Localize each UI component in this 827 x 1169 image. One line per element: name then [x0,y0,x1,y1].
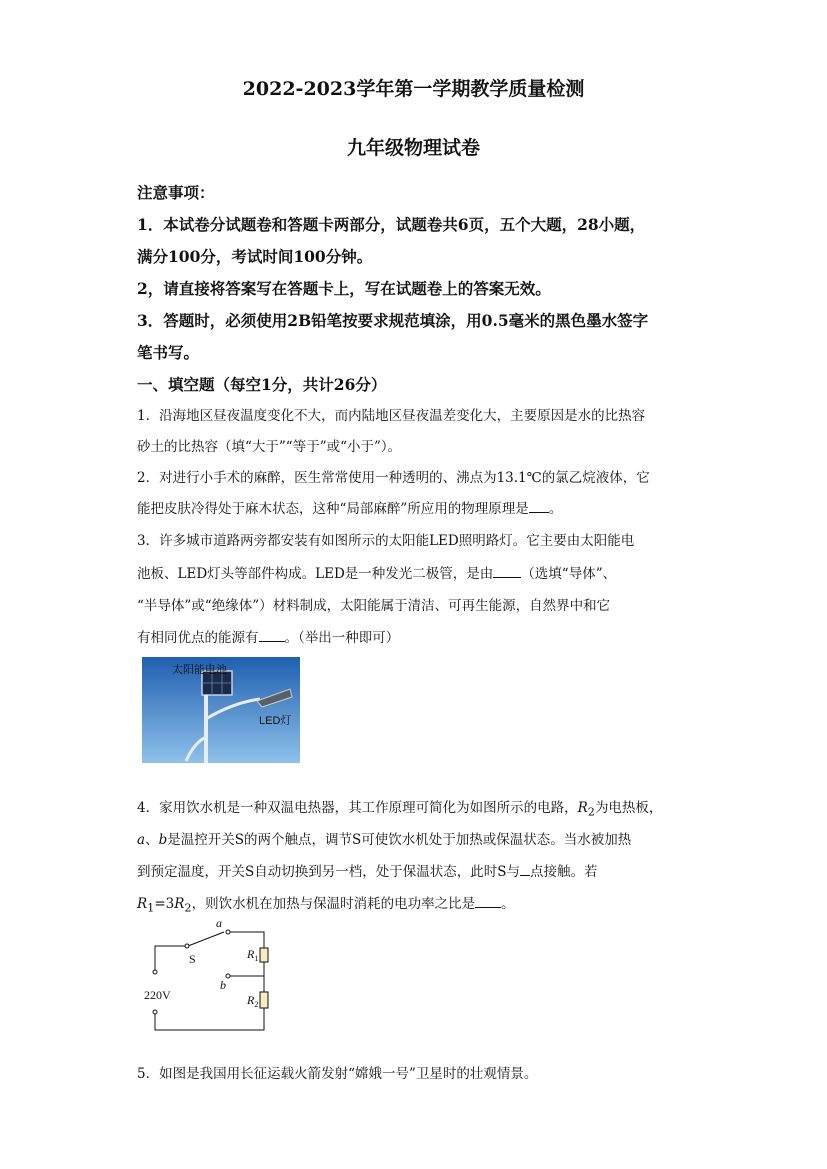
exam-subtitle: 九年级物理试卷 [346,137,480,159]
question-4-line-3 [137,860,598,880]
answer-blank [475,895,501,908]
circuit-label-voltage: 220V [144,988,171,1002]
circuit-label-b: b [220,978,226,992]
section-1-heading: 一、填空题（每空1分，共计26分） [137,375,387,394]
question-2-line-2 [137,497,562,517]
question-3-line-1: 3．许多城市道路两旁都安装有如图所示的太阳能LED照明路灯。它主要由太阳能电 [137,533,635,549]
photo-label-led-lamp: LED灯 [259,715,292,727]
question-4-end: 。 [501,896,515,912]
question-3-text: 有相同优点的能源有 [137,630,259,646]
question-3-line-4 [137,626,399,646]
answer-blank [259,629,285,642]
question-4-text: 4．家用饮水机是一种双温电热器，其工作原理可简化为如图所示的电路， [137,800,578,816]
resistor-symbol-r: R [577,800,588,816]
notice-item-1-line-2: 满分100分，考试时间100分钟。 [137,247,373,266]
question-4-text-cont: 点接触。若 [530,864,598,880]
subscript: 1 [147,901,155,915]
question-4-line-4 [137,892,515,915]
question-1-line-1: 1．沿海地区昼夜温度变化不大，而内陆地区昼夜温差变化大，主要原因是水的比热容 [137,408,646,424]
subscript: 2 [587,805,595,819]
question-4-line-2 [137,828,631,848]
question-4-text-cont: 为电热板， [594,800,663,816]
circuit-label-r1: $R_1$ [247,947,259,963]
question-4-line-1 [137,796,662,819]
answer-blank [493,565,521,578]
circuit-label-r2: $R_2$ [247,993,259,1009]
answer-blank [529,500,549,513]
subscript: 2 [184,901,192,915]
question-2-end: 。 [548,501,563,517]
contact-b: b [158,832,168,848]
resistor-r1-symbol [260,948,268,962]
separator: 、 [145,832,159,848]
photo-label-solar-panel: 太阳能电池 [172,664,227,676]
question-3-line-3: “半导体”或“绝缘体”）材料制成，太阳能属于清洁、可再生能源，自然界中和它 [137,598,611,614]
exam-title: 2022-2023学年第一学期教学质量检测 [242,78,585,100]
solar-streetlight-photo [142,657,300,763]
question-4-text-cont: ，则饮水机在加热与保温时消耗的电功率之比是 [191,896,476,912]
question-4-text: 到预定温度，开关S自动切换到另一档，处于保温状态，此时S与 [137,864,520,880]
question-3-text: 池板、LED灯头等部件构成。LED是一种发光二极管，是由 [137,566,494,582]
notice-item-2: 2，请直接将答案写在答题卡上，写在试题卷上的答案无效。 [137,279,551,298]
circuit-label-a: a [216,918,222,930]
circuit-diagram [140,918,280,1038]
question-1-line-2: 砂土的比热容（填“大于”“等于”或“小于”）。 [137,439,402,455]
question-5-line-1: 5．如图是我国用长征运载火箭发射“嫦娥一号”卫星时的壮观情景。 [137,1066,538,1082]
notice-heading: 注意事项： [137,183,215,202]
question-3-line-2 [137,562,616,582]
question-2-text: 能把皮肤冷得处于麻木状态，这种“局部麻醉”所应用的物理原理是 [137,501,529,517]
answer-blank [520,863,530,876]
question-3-text-cont: 。（举出一种即可） [284,630,400,646]
equals: =3 [154,896,175,912]
notice-item-1-line-1: 1．本试卷分试题卷和答题卡两部分，试题卷共6页，五个大题，28小题， [137,215,646,234]
question-2-line-1: 2．对进行小手术的麻醉，医生常常使用一种透明的、沸点为13.1℃的氯乙烷液体，它 [137,470,650,486]
contact-a: a [137,832,146,848]
notice-item-3-line-2: 笔书写。 [137,343,200,362]
question-3-text-cont: （选填“导体”、 [521,566,617,582]
resistor-symbol-r2: R [174,896,185,912]
notice-item-3-line-1: 3．答题时，必须使用2B铅笔按要求规范填涂，用0.5毫米的黑色墨水签字 [137,311,649,330]
resistor-r2-symbol [260,992,268,1008]
resistor-symbol-r1: R [137,896,148,912]
circuit-label-switch: S [189,952,196,966]
question-4-text-cont: 是温控开关S的两个触点，调节S可使饮水机处于加热或保温状态。当水被加热 [167,832,632,848]
